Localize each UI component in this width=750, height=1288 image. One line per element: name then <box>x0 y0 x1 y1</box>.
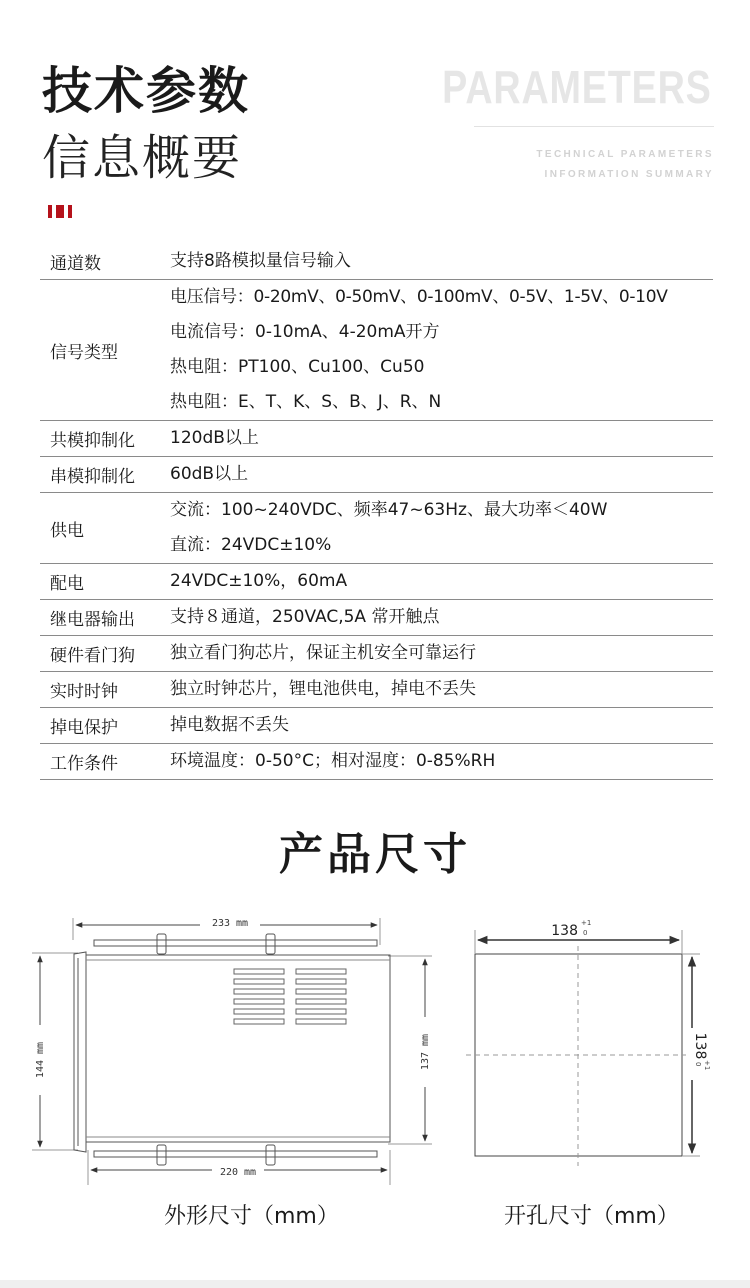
param-value-line: 电压信号：0-20mV、0-50mV、0-100mV、0-5V、1-5V、0-10V <box>170 287 668 307</box>
param-value-line: 24VDC±10%，60mA <box>170 571 348 591</box>
cutout-width-label: 138 <box>551 923 578 939</box>
outline-caption: 外形尺寸（mm） <box>164 1204 339 1229</box>
param-label: 配电 <box>50 574 84 594</box>
english-title: PARAMETERS <box>442 61 712 113</box>
page-title: 技术参数 <box>42 62 250 120</box>
page-subtitle: 信息概要 <box>42 130 243 186</box>
cutout-height-label: 138 <box>692 1032 708 1060</box>
param-label: 硬件看门狗 <box>50 646 135 666</box>
param-value-line: 独立看门狗芯片，保证主机安全可靠运行 <box>170 643 476 663</box>
param-label: 共模抑制化 <box>50 431 135 451</box>
param-label: 通道数 <box>50 254 101 274</box>
param-value-line: 120dB以上 <box>170 428 259 448</box>
param-value-line: 交流：100~240VDC、频率47~63Hz、最大功率＜40W <box>170 500 608 520</box>
param-label: 工作条件 <box>50 754 118 774</box>
param-value-line: 电流信号：0-10mA、4-20mA开方 <box>170 322 440 342</box>
param-value-line: 热电阻：PT100、Cu100、Cu50 <box>170 357 425 377</box>
dim-left-label: 144 mm <box>35 1041 46 1079</box>
english-subtitle-1: TECHNICAL PARAMETERS <box>536 149 714 160</box>
outline-drawing <box>30 914 435 1185</box>
param-value-line: 支持8路模拟量信号输入 <box>170 251 351 271</box>
param-value-line: 热电阻：E、T、K、S、B、J、R、N <box>170 392 442 412</box>
param-label: 掉电保护 <box>50 718 118 738</box>
param-value-line: 支持８通道，250VAC,5A 常开触点 <box>170 607 440 627</box>
cutout-height-tol-plus: +1 <box>703 1060 711 1071</box>
param-value-line: 直流：24VDC±10% <box>170 535 332 555</box>
dim-top-label: 233 mm <box>211 918 249 929</box>
english-subtitle-2: INFORMATION SUMMARY <box>544 169 714 180</box>
param-label: 供电 <box>50 520 84 541</box>
param-value-line: 60dB以上 <box>170 464 249 484</box>
param-label: 继电器输出 <box>50 610 135 630</box>
dim-right-label: 137 mm <box>420 1033 431 1071</box>
cutout-width-tol-zero: 0 <box>583 929 588 937</box>
param-value-line: 独立时钟芯片，锂电池供电，掉电不丢失 <box>170 679 476 699</box>
param-value-line: 环境温度：0-50°C；相对湿度：0-85%RH <box>170 751 496 771</box>
cutout-height-tol-zero: 0 <box>694 1062 702 1067</box>
cutout-width-tol-plus: +1 <box>581 919 592 927</box>
cutout-caption: 开孔尺寸（mm） <box>504 1204 679 1229</box>
param-label: 串模抑制化 <box>50 467 135 487</box>
dim-bottom-label: 220 mm <box>219 1167 257 1178</box>
section-title-dimensions: 产品尺寸 <box>279 829 471 880</box>
param-label: 实时时钟 <box>50 682 118 702</box>
param-label: 信号类型 <box>50 342 118 363</box>
bottom-band <box>0 1280 750 1288</box>
param-value-line: 掉电数据不丢失 <box>170 715 289 735</box>
cutout-drawing <box>466 930 710 1166</box>
